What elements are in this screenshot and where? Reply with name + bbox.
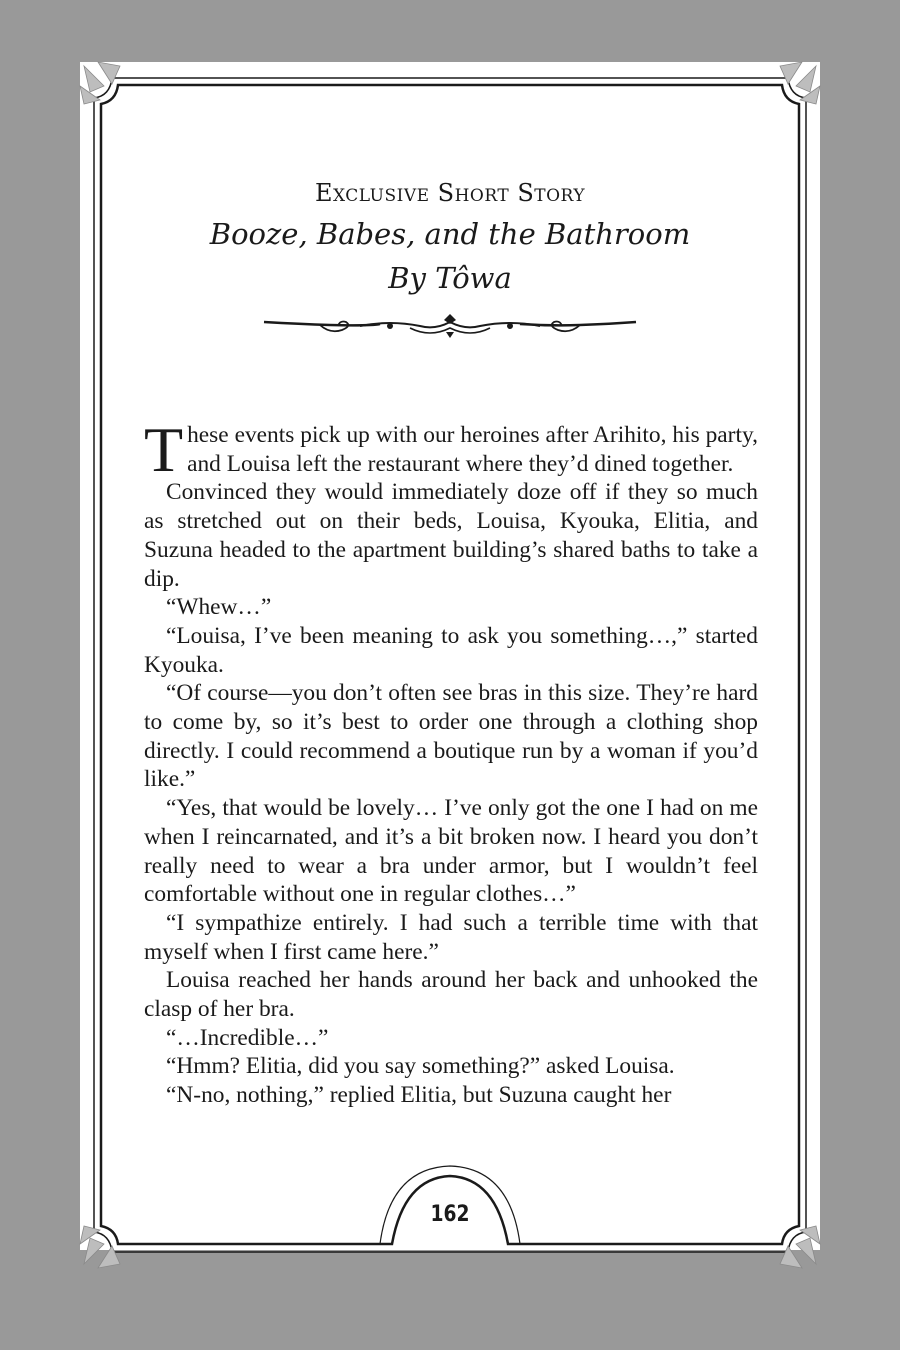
- paragraph: “N-no, nothing,” replied Elitia, but Suzuna caught her: [166, 1082, 672, 1109]
- story-author: By Tôwa: [388, 261, 512, 295]
- paragraph: “…Incredible…”: [166, 1024, 329, 1051]
- paragraph: “Hmm? Elitia, did you say something?” asked Louisa.: [166, 1053, 675, 1080]
- paragraph: Convinced they would immediately doze off if they so much as stretched out on their beds, Louisa, Kyouka, Elitia, and Suzuna headed to the apartment building’s shared baths to take a dip.: [144, 479, 758, 592]
- ornamental-divider: [260, 312, 640, 340]
- paragraph: Louisa reached her hands around her back and unhooked the clasp of her bra.: [144, 967, 758, 1023]
- paragraph: “Louisa, I’ve been meaning to ask you something…,” started Kyouka.: [144, 622, 758, 678]
- section-kicker: Exclusive Short Story: [314, 179, 586, 207]
- paragraph: “I sympathize entirely. I had such a terrible time with that myself when I first came here.”: [144, 909, 758, 965]
- story-title: Booze, Babes, and the Bathroom: [209, 217, 691, 251]
- story-body: [144, 414, 758, 1110]
- story-header: [80, 176, 820, 300]
- paragraph: “Whew…”: [166, 594, 272, 621]
- paragraph: “Yes, that would be lovely… I’ve only got the one I had on me when I reincarnated, and it’s a bit broken now. I heard you don’t really need to wear a bra under armor, but I wouldn’t feel comfortable without one in regular clothes…”: [144, 795, 758, 908]
- paragraph: These events pick up with our heroines after Arihito, his party, and Louisa left the restaurant where they’d dined together.: [144, 414, 758, 485]
- page-number: 162: [430, 1202, 470, 1227]
- drop-cap: T: [144, 414, 184, 485]
- paragraph: “Of course—you don’t often see bras in this size. They’re hard to come by, so it’s best to order one through a clothing shop directly. I could recommend a boutique run by a woman if you’d like.”: [144, 680, 758, 793]
